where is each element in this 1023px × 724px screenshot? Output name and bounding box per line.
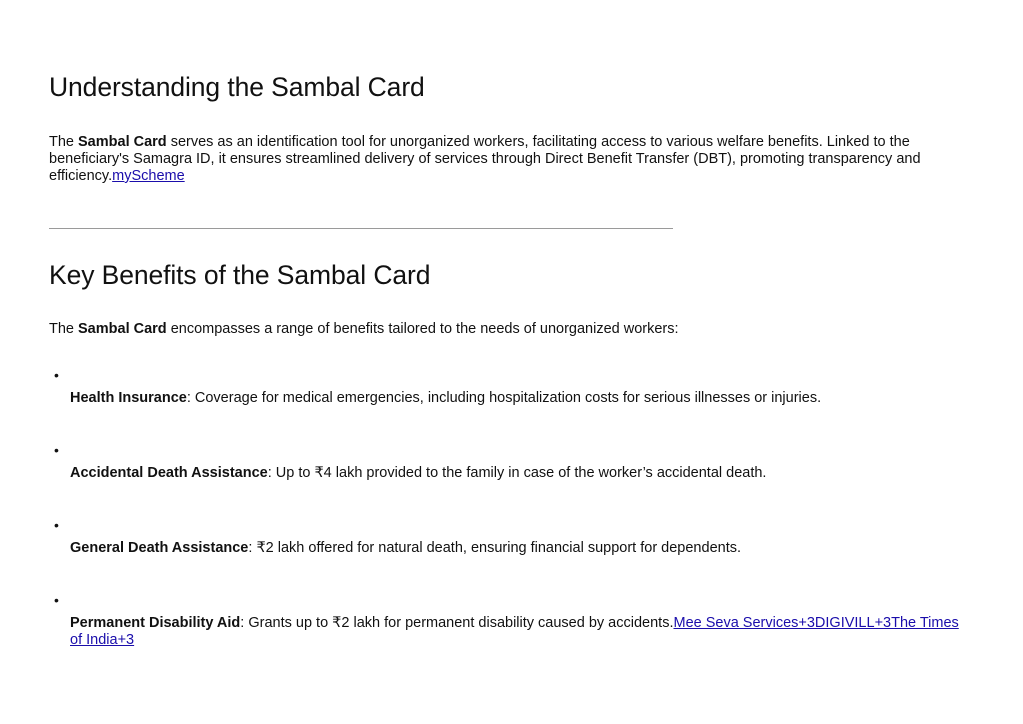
benefits-intro-pre: The — [49, 321, 79, 337]
bullet-icon: • — [54, 442, 59, 458]
intro-text-pre: The — [49, 134, 79, 150]
list-item-body — [70, 517, 969, 557]
bullet-icon: • — [54, 592, 59, 608]
bullet-icon: • — [54, 517, 59, 533]
benefit-title: Health Insurance — [70, 390, 187, 406]
section-heading-understanding: Understanding the Sambal Card — [49, 72, 425, 102]
list-item-accidental-death — [49, 442, 969, 482]
benefit-text: : Up to ₹4 lakh provided to the family in case of the worker’s accidental death. — [267, 465, 767, 481]
benefit-title: General Death Assistance — [70, 540, 249, 556]
list-item-permanent-disability — [49, 592, 969, 649]
section-intro-paragraph — [49, 134, 954, 185]
benefit-text: : Grants up to ₹2 lakh for permanent disability caused by accidents. — [240, 615, 674, 631]
benefits-list — [49, 367, 969, 684]
list-item-body — [70, 367, 969, 407]
list-item-health-insurance — [49, 367, 969, 407]
intro-text-post: serves as an identification tool for unorganized workers, facilitating access to various welfare benefits. Linked to the beneficiary's Samagra ID, it ensures streamlined delivery of services through Direct Benefit Transfer (DBT), promoting transparency and efficiency. — [49, 134, 921, 184]
benefit-text: : ₹2 lakh offered for natural death, ensuring financial support for dependents. — [248, 540, 742, 556]
section-heading-key-benefits: Key Benefits of the Sambal Card — [49, 260, 431, 290]
benefit-title: Permanent Disability Aid — [70, 615, 241, 631]
list-item-general-death — [49, 517, 969, 557]
horizontal-divider — [49, 228, 673, 229]
benefits-intro-bold-term: Sambal Card — [78, 321, 167, 337]
list-item-body — [70, 442, 969, 482]
benefit-text: : Coverage for medical emergencies, including hospitalization costs for serious illnesses or injuries. — [186, 390, 822, 406]
benefits-intro-paragraph — [49, 321, 679, 338]
bullet-icon: • — [54, 367, 59, 383]
list-item-body — [70, 592, 969, 649]
source-link-myscheme[interactable]: myScheme — [112, 168, 185, 184]
intro-bold-term: Sambal Card — [78, 134, 167, 150]
source-link-citations[interactable]: Mee Seva Services+3DIGIVILL+3The Times of India+3 — [70, 615, 959, 648]
benefits-intro-post: encompasses a range of benefits tailored to the needs of unorganized workers: — [166, 321, 679, 337]
benefit-title: Accidental Death Assistance — [70, 465, 268, 481]
